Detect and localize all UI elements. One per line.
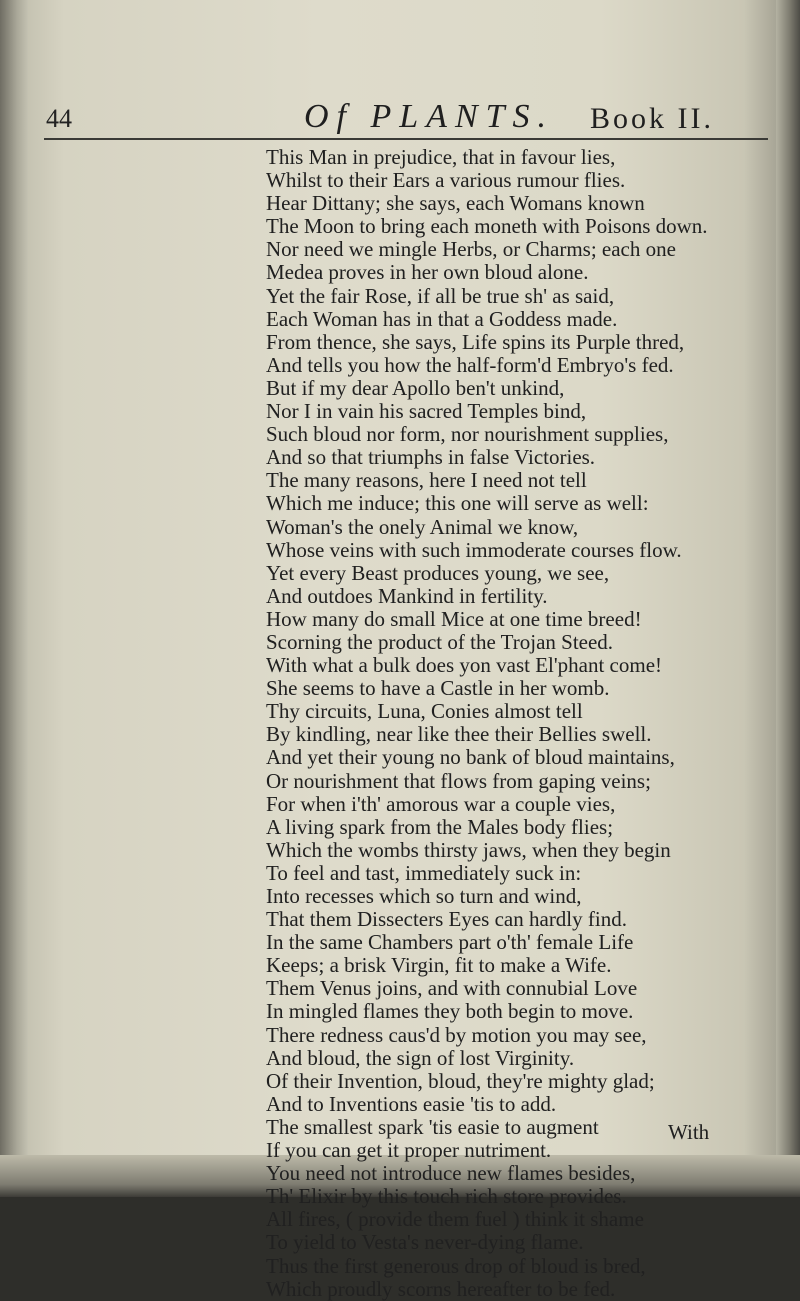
verse-line: And to Inventions easie 'tis to add. — [266, 1091, 557, 1116]
verse-line: The smallest spark 'tis easie to augment — [266, 1114, 599, 1139]
verse-line: Into recesses which so turn and wind, — [266, 884, 582, 908]
verse-line: Nor I in vain his sacred Temples bind, — [266, 399, 587, 424]
verse-line: If you can get it proper nutriment. — [266, 1138, 552, 1163]
verse-line: And so that triumphs in false Victories. — [266, 445, 596, 470]
verse-line: Thus the first generous drop of bloud is bred, — [266, 1253, 646, 1278]
verse-line: Yet every Beast produces young, we see, — [266, 560, 610, 585]
verse-line: A living spark from the Males body flies; — [266, 814, 614, 839]
verse-line: She seems to have a Castle in her womb. — [266, 676, 610, 701]
verse-line: Keeps; a brisk Virgin, fit to make a Wife. — [266, 953, 612, 978]
verse-line: And bloud, the sign of lost Virginity. — [266, 1045, 575, 1070]
verse-line: Nor need we mingle Herbs, or Charms; each one — [266, 237, 676, 262]
running-title: Of PLANTS. — [304, 98, 555, 135]
verse-line: In the same Chambers part o'th' female Life — [266, 930, 634, 955]
verse-line: Hear Dittany; she says, each Womans known — [266, 191, 645, 216]
verse-line: Such bloud nor form, nor nourishment supplies, — [266, 422, 669, 447]
verse-line: In mingled flames they both begin to move. — [266, 999, 634, 1024]
book-label: Book II. — [590, 102, 714, 135]
verse-line: But if my dear Apollo ben't unkind, — [266, 375, 565, 400]
verse-line: Or nourishment that flows from gaping veins; — [266, 768, 651, 793]
verse-line: Yet the fair Rose, if all be true sh' as said, — [266, 283, 615, 308]
verse-line: With what a bulk does yon vast El'phant come! — [266, 653, 663, 678]
verse-line: For when i'th' amorous war a couple vies, — [266, 791, 616, 816]
verse-line: Each Woman has in that a Goddess made. — [266, 306, 618, 331]
verse-line: Whilst to their Ears a various rumour flies. — [266, 168, 626, 193]
verse-line: Which me induce; this one will serve as well: — [266, 491, 649, 516]
page-number: 44 — [46, 104, 72, 133]
verse-line: Scorning the product of the Trojan Steed. — [266, 629, 614, 654]
verse-line: And outdoes Mankind in fertility. — [266, 583, 548, 608]
verse-line: And tells you how the half-form'd Embryo's fed. — [266, 352, 674, 377]
verse-line: You need not introduce new flames besides, — [266, 1161, 636, 1186]
verse-line: Woman's the onely Animal we know, — [266, 514, 579, 539]
verse-line: The many reasons, here I need not tell — [266, 468, 587, 493]
header-rule — [44, 138, 768, 140]
verse-line: From thence, she says, Life spins its Purple thred, — [266, 329, 685, 354]
running-header — [46, 98, 766, 142]
verse-line: And yet their young no bank of bloud maintains, — [266, 745, 675, 770]
verse-line: By kindling, near like thee their Bellies swell. — [266, 722, 652, 747]
verse-line: How many do small Mice at one time breed! — [266, 606, 642, 631]
verse-line: The Moon to bring each moneth with Poisons down. — [266, 214, 708, 239]
verse-line: There redness caus'd by motion you may see, — [266, 1022, 647, 1047]
verse-line: Whose veins with such immoderate courses flow. — [266, 537, 682, 562]
verse-line: That them Dissecters Eyes can hardly find. — [266, 907, 627, 932]
verse-line: This Man in prejudice, that in favour lies, — [266, 145, 616, 169]
page-left-edge — [0, 0, 28, 1197]
verse-line: Of their Invention, bloud, they're mighty glad; — [266, 1068, 655, 1093]
verse-line: Which the wombs thirsty jaws, when they begin — [266, 837, 671, 862]
verse-line: Which proudly scorns hereafter to be fed. — [266, 1276, 616, 1301]
verse-line: All fires, ( provide them fuel ) think it shame — [266, 1207, 644, 1232]
verse-line: To yield to Vesta's never-dying flame. — [266, 1230, 584, 1255]
catchword: With — [668, 1120, 710, 1144]
verse-line: Thy circuits, Luna, Conies almost tell — [266, 699, 583, 724]
verse-line: Th' Elixir by this touch rich store provides. — [266, 1184, 627, 1209]
verse-line: Medea proves in her own bloud alone. — [266, 260, 589, 285]
verse-line: Them Venus joins, and with connubial Love — [266, 976, 638, 1001]
verse-line: To feel and tast, immediately suck in: — [266, 860, 582, 885]
